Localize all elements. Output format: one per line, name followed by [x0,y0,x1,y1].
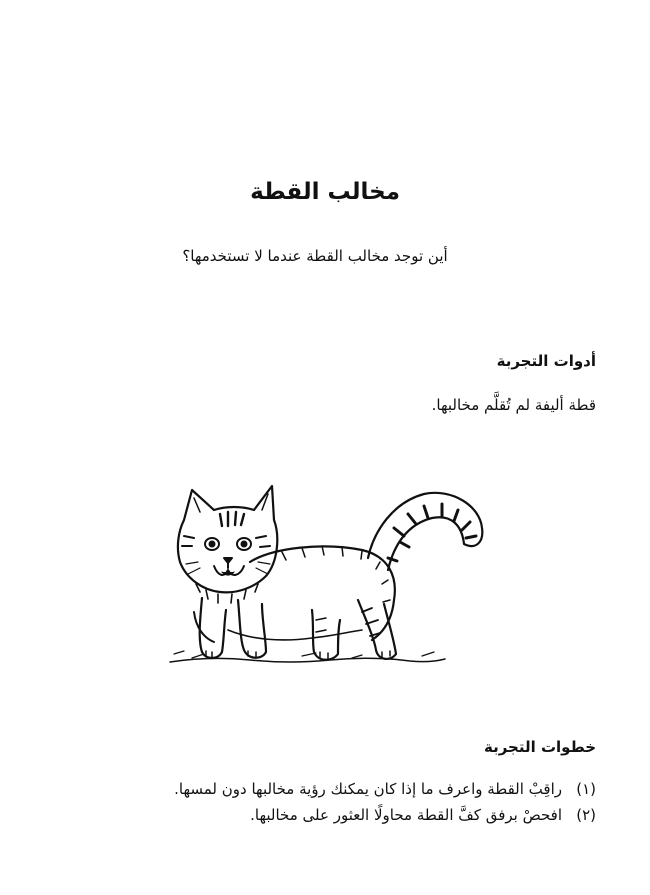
list-item [174,776,596,802]
step-number: (٢) [576,806,596,824]
steps-heading: خطوات التجربة [483,738,596,756]
materials-heading: أدوات التجربة [496,352,596,370]
list-item [174,802,596,828]
experiment-question [0,244,650,268]
cat-illustration-icon [162,480,492,675]
step-number: (١) [576,780,596,798]
step-text: راقِبْ القطة واعرف ما إذا كان يمكنك رؤية مخالبها دون لمسها. [174,780,562,798]
page-title: مخالب القطة [250,179,400,205]
steps-list [174,776,596,828]
question-text: أين توجد مخالب القطة عندما لا تستخدمها؟ [182,247,448,265]
step-text: افحصْ برفق كفَّ القطة محاولًا العثور على مخالبها. [250,806,562,824]
materials-text: قطة أليفة لم تُقلَّم مخالبها. [431,396,596,414]
